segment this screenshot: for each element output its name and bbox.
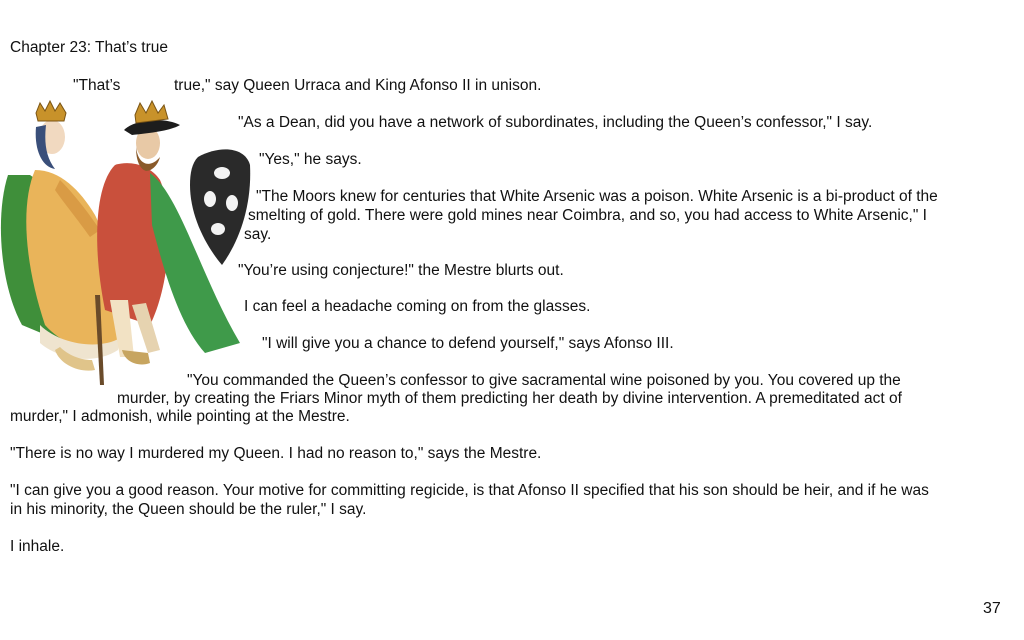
royal-couple-illustration [0, 95, 255, 395]
paragraph-line: "The Moors knew for centuries that White Arsenic was a poison. White Arsenic is a bi-product of the [256, 188, 938, 205]
paragraph-line: murder," I admonish, while pointing at the Mestre. [10, 408, 350, 425]
page-number: 37 [983, 600, 1001, 617]
paragraph-line: murder, by creating the Friars Minor myth of them predicting her death by divine intervention. A premeditated act of [117, 390, 902, 407]
paragraph-dean-question: "As a Dean, did you have a network of subordinates, including the Queen’s confessor," I say. [238, 114, 873, 131]
queen-crown [36, 101, 66, 121]
paragraph-line: in his minority, the Queen should be the ruler," I say. [10, 501, 367, 518]
paragraph-denial: "There is no way I murdered my Queen. I had no reason to," says the Mestre. [10, 445, 542, 462]
paragraph-line: smelting of gold. There were gold mines near Coimbra, and so, you had access to White Arsenic," I [248, 207, 927, 224]
paragraph-headache: I can feel a headache coming on from the glasses. [244, 298, 591, 315]
paragraph-line: "You commanded the Queen’s confessor to give sacramental wine poisoned by you. You covered up the [187, 372, 901, 389]
paragraph-line: say. [244, 226, 272, 243]
paragraph-line: "I can give you a good reason. Your motive for committing regicide, is that Afonso II specified that his son should be heir, and if he was [10, 482, 929, 499]
paragraph-conjecture: "You’re using conjecture!" the Mestre blurts out. [238, 262, 564, 279]
king-crown [135, 101, 168, 123]
paragraph-yes: "Yes," he says. [259, 151, 362, 168]
shield-icon [190, 149, 250, 265]
paragraph-inhale: I inhale. [10, 538, 65, 555]
paragraph-line: "That’s [73, 77, 121, 94]
paragraph-line: true," say Queen Urraca and King Afonso II in unison. [174, 77, 542, 94]
paragraph-defend: "I will give you a chance to defend yourself," says Afonso III. [262, 335, 674, 352]
chapter-title: Chapter 23: That’s true [10, 39, 168, 56]
